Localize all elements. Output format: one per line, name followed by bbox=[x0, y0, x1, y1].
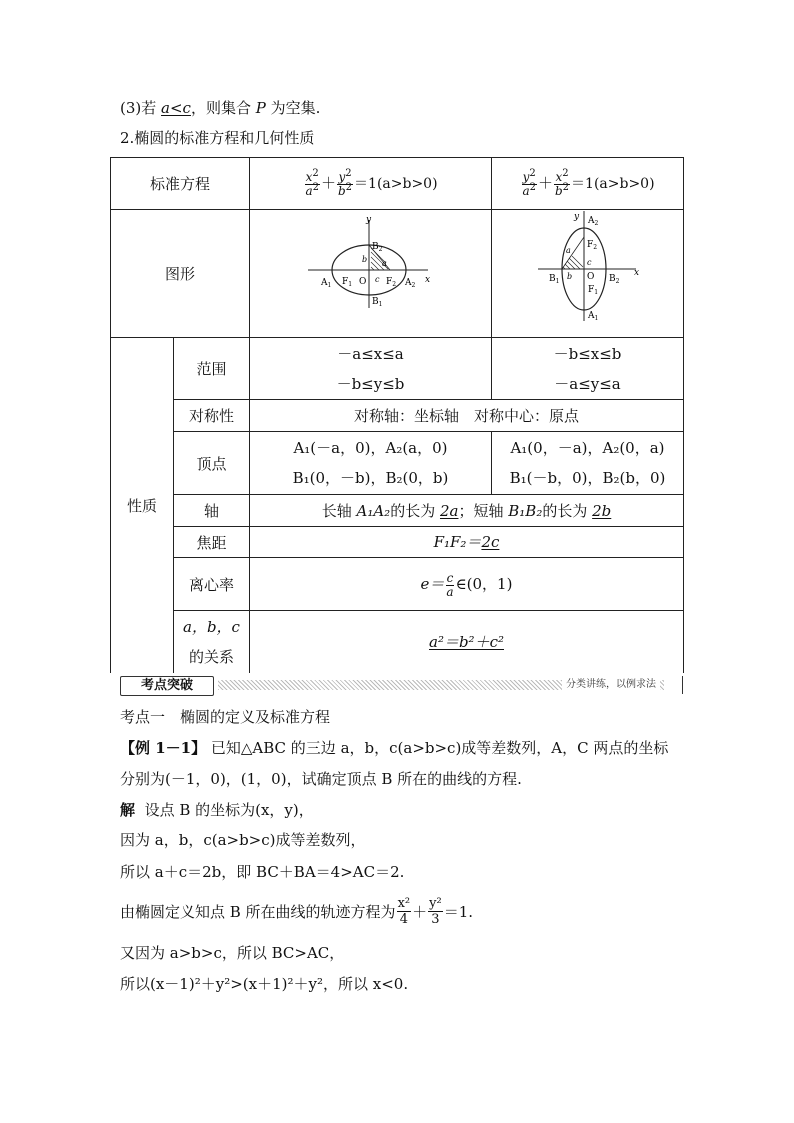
item-3-prefix: (3)若 bbox=[120, 99, 162, 117]
std-eq-vertical: $\frac{y^2}{a^2}$ ＋ $\frac{x^2}{b^2}$ ＝1(a>b>0) bbox=[522, 167, 655, 198]
symmetry-value: 对称轴：坐标轴 对称中心：原点 bbox=[353, 407, 579, 425]
solution-line-1: 解 设点 B 的坐标为(x，y)， bbox=[120, 801, 314, 819]
banner-title: 考点突破 bbox=[120, 676, 214, 696]
section-banner bbox=[110, 676, 684, 694]
example-line-2: 分别为(－1，0)，(1，0)，试确定顶点 B 所在的曲线的方程. bbox=[120, 770, 522, 788]
svg-text:F1: $F_1$ bbox=[342, 277, 353, 288]
focal-label: 焦距 bbox=[196, 533, 227, 552]
svg-text:a: a bbox=[382, 259, 387, 268]
banner-subtitle: 分类讲练，以例求法 bbox=[562, 678, 660, 692]
range-vertical: －b≤x≤b －a≤y≤a bbox=[553, 344, 622, 393]
svg-text:y: y bbox=[366, 215, 372, 225]
example-line-1: 【例 1－1】 已知△ABC 的三边 a，b，c(a>b>c)成等差数列，A，C 两点的坐标 bbox=[120, 739, 669, 757]
svg-text:B2: $B_2$ bbox=[609, 274, 620, 285]
solution-tag: 解 bbox=[120, 801, 136, 819]
relation-value: a²＝b²＋c² bbox=[429, 633, 504, 651]
vertex-horizontal: A₁(－a，0)，A₂(a，0) B₁(0，－b)，B₂(0，b) bbox=[292, 439, 449, 487]
item-3-condition: a<c bbox=[161, 99, 191, 117]
example-tag: 【例 1－1】 bbox=[120, 739, 207, 757]
topic-title: 考点一 椭圆的定义及标准方程 bbox=[120, 708, 331, 726]
eccentricity-label: 离心率 bbox=[188, 575, 234, 594]
svg-text:A1: $A_1$ bbox=[588, 311, 599, 322]
svg-text:y: y bbox=[574, 212, 580, 222]
figure-label: 图形 bbox=[164, 265, 195, 283]
section-heading: 2.椭圆的标准方程和几何性质 bbox=[120, 129, 315, 147]
eccentricity-value: e＝ $\frac{c}{a}$ ∈(0，1) bbox=[420, 570, 513, 599]
range-label: 范围 bbox=[196, 360, 227, 378]
vertex-vertical: A₁(0，－a)，A₂(0，a) B₁(－b，0)，B₂(b，0) bbox=[509, 439, 666, 487]
focal-value: F₁F₂＝2c bbox=[433, 533, 500, 551]
vertex-label: 顶点 bbox=[196, 454, 227, 473]
solution-line-5: 又因为 a>b>c，所以 BC>AC， bbox=[120, 944, 345, 962]
svg-text:A2: $A_2$ bbox=[405, 278, 416, 289]
solution-line-6: 所以(x－1)²＋y²>(x＋1)²＋y²，所以 x<0. bbox=[120, 975, 409, 993]
item-3-middle: ，则集合 bbox=[190, 99, 256, 117]
svg-text:F2: $F_2$ bbox=[587, 240, 598, 251]
properties-label: 性质 bbox=[126, 497, 157, 515]
std-eq-horizontal: $\frac{x^2}{a^2}$ ＋ $\frac{y^2}{b^2}$ ＝1(a>b>0) bbox=[305, 167, 438, 198]
svg-text:A1: $A_1$ bbox=[321, 278, 332, 289]
item-3 bbox=[120, 98, 320, 118]
svg-text:B1: $B_1$ bbox=[372, 297, 383, 308]
svg-text:x: x bbox=[634, 268, 640, 278]
solution-line-4: 由椭圆定义知点 B 所在曲线的轨迹方程为 $\frac{\text{x²}}{4}$ ＋ $\frac{\text{y²}}{3}$ ＝1. bbox=[120, 896, 473, 927]
svg-text:b: b bbox=[362, 255, 368, 264]
horizontal-ellipse-figure bbox=[300, 212, 440, 312]
svg-text:F2: $F_2$ bbox=[386, 277, 397, 288]
vertical-ellipse-figure bbox=[532, 209, 652, 325]
item-3-set: P bbox=[255, 99, 266, 117]
axis-value: 长轴 A₁A₂的长为 2a；短轴 B₁B₂的长为 2b bbox=[321, 501, 612, 520]
svg-text:b: b bbox=[567, 272, 573, 281]
svg-text:x: x bbox=[425, 275, 431, 285]
svg-text:B2: $B_2$ bbox=[372, 242, 383, 253]
relation-label: a，b，c 的关系 bbox=[183, 618, 240, 666]
symmetry-label: 对称性 bbox=[188, 407, 234, 425]
svg-text:c: c bbox=[375, 275, 380, 284]
svg-text:A2: $A_2$ bbox=[588, 216, 599, 227]
range-horizontal: －a≤x≤a －b≤y≤b bbox=[336, 344, 405, 393]
item-3-end: 为空集. bbox=[265, 99, 321, 117]
svg-text:F1: $F_1$ bbox=[588, 285, 599, 296]
solution-line-2: 因为 a，b，c(a>b>c)成等差数列， bbox=[120, 831, 366, 849]
svg-text:O: O bbox=[587, 272, 595, 282]
svg-text:c: c bbox=[587, 258, 592, 267]
axis-label: 轴 bbox=[203, 502, 219, 520]
std-eq-label: 标准方程 bbox=[149, 175, 210, 193]
svg-text:B1: $B_1$ bbox=[549, 274, 560, 285]
svg-text:a: a bbox=[566, 246, 571, 255]
solution-line-3: 所以 a＋c＝2b，即 BC＋BA＝4>AC＝2. bbox=[120, 863, 405, 881]
svg-text:O: O bbox=[359, 277, 367, 287]
